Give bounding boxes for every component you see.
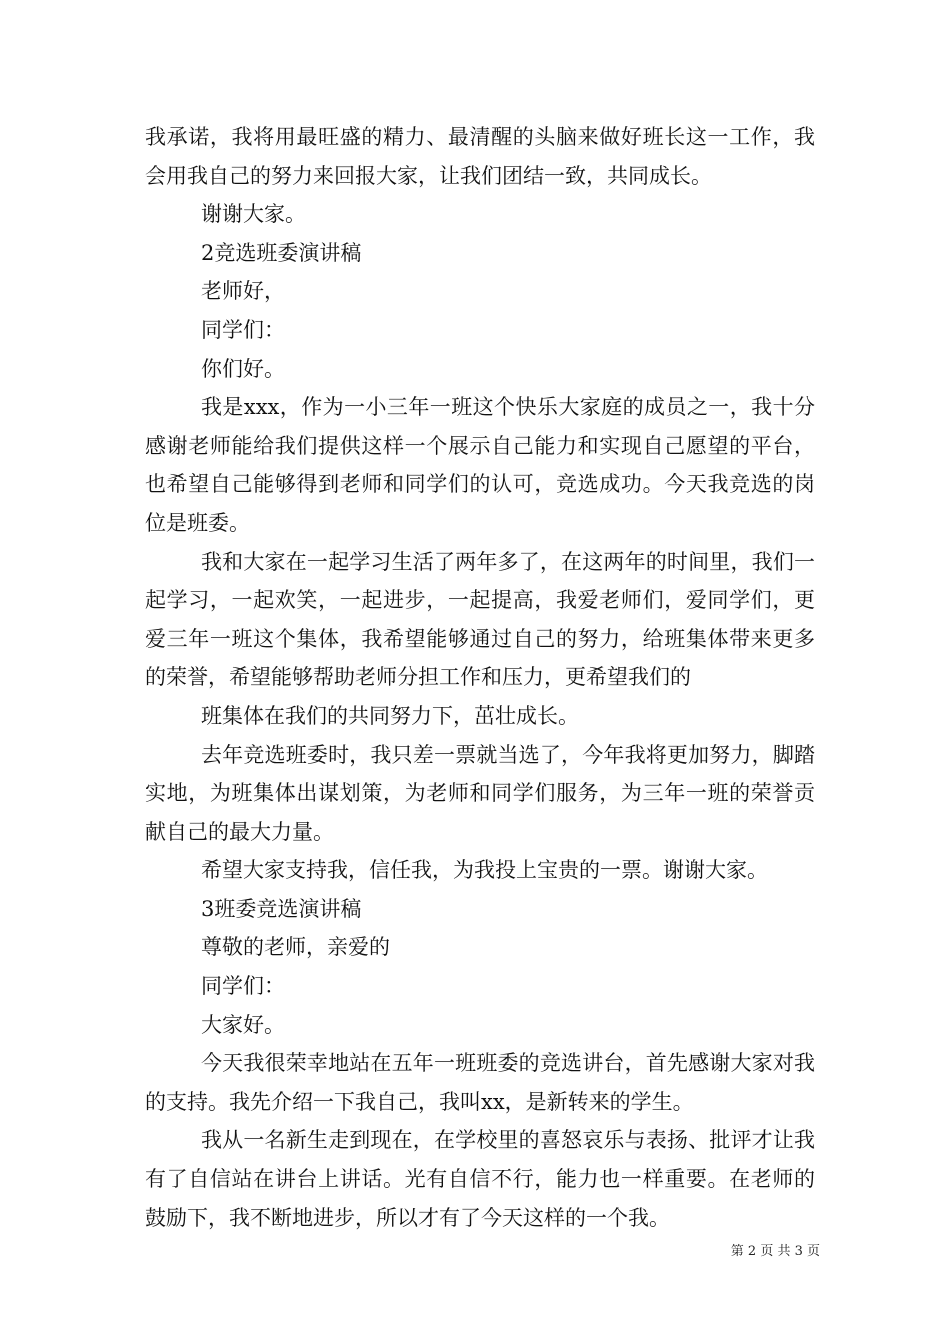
paragraph-15: 大家好。 bbox=[201, 1012, 285, 1037]
paragraph-7: 我是xxx，作为一小三年一班这个快乐大家庭的成员之一，我十分感谢老师能给我们提供这样一个展示自己能力和实现自己愿望的平台，也希望自己能够得到老师和同学们的认可，竞选成功。今天我竞选的岗位是班委。 bbox=[145, 395, 815, 535]
section-heading-2: 2竞选班委演讲稿 bbox=[201, 240, 362, 265]
paragraph-13: 尊敬的老师，亲爱的 bbox=[201, 935, 390, 960]
paragraph-1: 我承诺，我将用最旺盛的精力、最清醒的头脑来做好班长这一工作，我会用我自己的努力来回报大家，让我们团结一致，共同成长。 bbox=[145, 125, 815, 188]
paragraph-6: 你们好。 bbox=[201, 356, 285, 381]
paragraph-10: 去年竞选班委时，我只差一票就当选了，今年我将更加努力，脚踏实地，为班集体出谋划策，为老师和同学们服务，为三年一班的荣誉贡献自己的最大力量。 bbox=[145, 742, 815, 844]
paragraph-2: 谢谢大家。 bbox=[201, 202, 306, 227]
paragraph-8: 我和大家在一起学习生活了两年多了，在这两年的时间里，我们一起学习，一起欢笑，一起进步，一起提高，我爱老师们，爱同学们，更爱三年一班这个集体，我希望能够通过自己的努力，给班集体带来更多的荣誉，希望能够帮助老师分担工作和压力，更希望我们的 bbox=[145, 549, 815, 690]
paragraph-14: 同学们： bbox=[201, 974, 285, 999]
paragraph-4: 老师好， bbox=[201, 279, 285, 304]
document-body bbox=[145, 118, 815, 1237]
paragraph-11: 希望大家支持我，信任我，为我投上宝贵的一票。谢谢大家。 bbox=[201, 858, 768, 883]
section-heading-3: 3班委竞选演讲稿 bbox=[201, 896, 362, 921]
paragraph-17: 我从一名新生走到现在，在学校里的喜怒哀乐与表扬、批评才让我有了自信站在讲台上讲话。光有自信不行，能力也一样重要。在老师的鼓励下，我不断地进步，所以才有了今天这样的一个我。 bbox=[145, 1128, 815, 1230]
paragraph-9: 班集体在我们的共同努力下，茁壮成长。 bbox=[201, 703, 579, 728]
page-number-footer: 第 2 页 共 3 页 bbox=[730, 1244, 820, 1259]
paragraph-16: 今天我很荣幸地站在五年一班班委的竞选讲台，首先感谢大家对我的支持。我先介绍一下我自己，我叫xx，是新转来的学生。 bbox=[145, 1051, 815, 1114]
paragraph-5: 同学们： bbox=[201, 317, 285, 342]
